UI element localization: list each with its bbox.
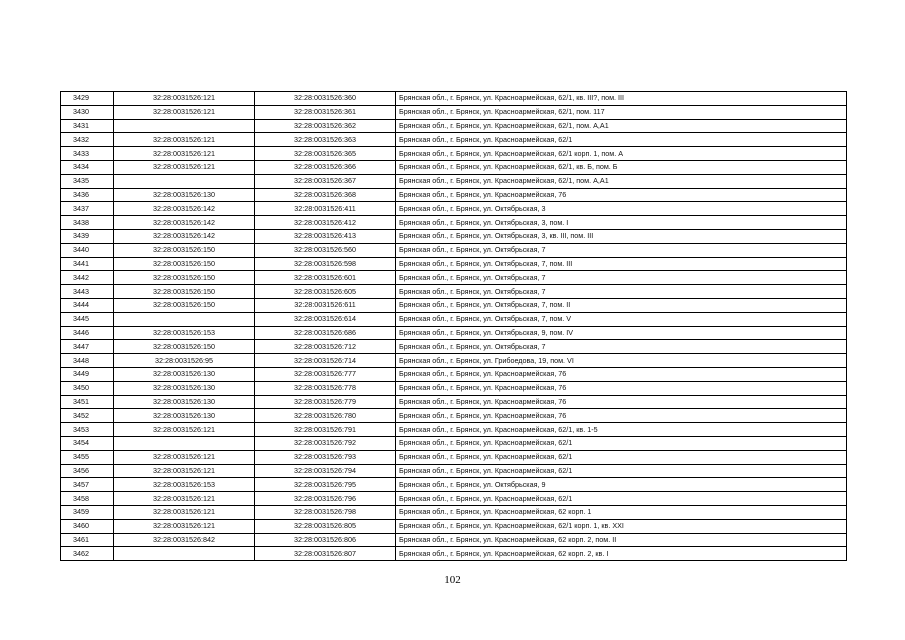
object-cadastral-number-cell: 32:28:0031526:614 xyxy=(255,312,396,326)
parcel-cadastral-number-cell: 32:28:0031526:95 xyxy=(114,354,255,368)
table-row xyxy=(61,533,847,547)
parcel-cadastral-number-cell: 32:28:0031526:121 xyxy=(114,147,255,161)
address-cell: Брянская обл., г. Брянск, ул. Красноармейская, 76 xyxy=(396,367,847,381)
object-cadastral-number-cell: 32:28:0031526:712 xyxy=(255,340,396,354)
object-cadastral-number-cell: 32:28:0031526:794 xyxy=(255,464,396,478)
table-row xyxy=(61,547,847,561)
object-cadastral-number-cell: 32:28:0031526:686 xyxy=(255,326,396,340)
parcel-cadastral-number-cell: 32:28:0031526:121 xyxy=(114,92,255,106)
parcel-cadastral-number-cell: 32:28:0031526:150 xyxy=(114,257,255,271)
address-cell: Брянская обл., г. Брянск, ул. Октябрьская, 3, кв. III, пом. III xyxy=(396,229,847,243)
table-row xyxy=(61,133,847,147)
table-row xyxy=(61,174,847,188)
parcel-cadastral-number-cell xyxy=(114,174,255,188)
table-row xyxy=(61,409,847,423)
parcel-cadastral-number-cell: 32:28:0031526:121 xyxy=(114,505,255,519)
address-cell: Брянская обл., г. Брянск, ул. Октябрьская, 9 xyxy=(396,478,847,492)
parcel-cadastral-number-cell: 32:28:0031526:130 xyxy=(114,409,255,423)
address-cell: Брянская обл., г. Брянск, ул. Октябрьская, 7, пом. II xyxy=(396,298,847,312)
address-cell: Брянская обл., г. Брянск, ул. Красноармейская, 62/1 xyxy=(396,464,847,478)
row-number-cell: 3435 xyxy=(61,174,114,188)
row-number-cell: 3430 xyxy=(61,105,114,119)
object-cadastral-number-cell: 32:28:0031526:791 xyxy=(255,423,396,437)
address-cell: Брянская обл., г. Брянск, ул. Октябрьская, 7 xyxy=(396,285,847,299)
address-cell: Брянская обл., г. Брянск, ул. Красноармейская, 62/1, кв. III?, пом. III xyxy=(396,92,847,106)
table-row xyxy=(61,229,847,243)
address-cell: Брянская обл., г. Брянск, ул. Октябрьская, 7 xyxy=(396,243,847,257)
row-number-cell: 3462 xyxy=(61,547,114,561)
parcel-cadastral-number-cell: 32:28:0031526:150 xyxy=(114,298,255,312)
row-number-cell: 3455 xyxy=(61,450,114,464)
table-row xyxy=(61,160,847,174)
table-row xyxy=(61,243,847,257)
row-number-cell: 3440 xyxy=(61,243,114,257)
row-number-cell: 3448 xyxy=(61,354,114,368)
object-cadastral-number-cell: 32:28:0031526:780 xyxy=(255,409,396,423)
table-row xyxy=(61,436,847,450)
row-number-cell: 3458 xyxy=(61,492,114,506)
object-cadastral-number-cell: 32:28:0031526:807 xyxy=(255,547,396,561)
parcel-cadastral-number-cell: 32:28:0031526:130 xyxy=(114,395,255,409)
object-cadastral-number-cell: 32:28:0031526:793 xyxy=(255,450,396,464)
address-cell: Брянская обл., г. Брянск, ул. Красноармейская, 62/1 корп. 1, кв. XXI xyxy=(396,519,847,533)
table-row xyxy=(61,519,847,533)
address-cell: Брянская обл., г. Брянск, ул. Красноармейская, 62/1, кв. 1-5 xyxy=(396,423,847,437)
parcel-cadastral-number-cell: 32:28:0031526:130 xyxy=(114,381,255,395)
object-cadastral-number-cell: 32:28:0031526:601 xyxy=(255,271,396,285)
object-cadastral-number-cell: 32:28:0031526:779 xyxy=(255,395,396,409)
object-cadastral-number-cell: 32:28:0031526:598 xyxy=(255,257,396,271)
parcel-cadastral-number-cell: 32:28:0031526:121 xyxy=(114,423,255,437)
parcel-cadastral-number-cell: 32:28:0031526:142 xyxy=(114,229,255,243)
object-cadastral-number-cell: 32:28:0031526:363 xyxy=(255,133,396,147)
table-row xyxy=(61,464,847,478)
row-number-cell: 3437 xyxy=(61,202,114,216)
address-cell: Брянская обл., г. Брянск, ул. Октябрьская, 7 xyxy=(396,340,847,354)
table-row xyxy=(61,395,847,409)
row-number-cell: 3453 xyxy=(61,423,114,437)
parcel-cadastral-number-cell: 32:28:0031526:142 xyxy=(114,202,255,216)
object-cadastral-number-cell: 32:28:0031526:605 xyxy=(255,285,396,299)
row-number-cell: 3445 xyxy=(61,312,114,326)
address-cell: Брянская обл., г. Брянск, ул. Красноармейская, 62/1 корп. 1, пом. А xyxy=(396,147,847,161)
object-cadastral-number-cell: 32:28:0031526:366 xyxy=(255,160,396,174)
object-cadastral-number-cell: 32:28:0031526:795 xyxy=(255,478,396,492)
table-row xyxy=(61,147,847,161)
table-row xyxy=(61,285,847,299)
row-number-cell: 3433 xyxy=(61,147,114,161)
parcel-cadastral-number-cell: 32:28:0031526:121 xyxy=(114,133,255,147)
parcel-cadastral-number-cell: 32:28:0031526:121 xyxy=(114,464,255,478)
address-cell: Брянская обл., г. Брянск, ул. Красноармейская, 62/1 xyxy=(396,133,847,147)
row-number-cell: 3457 xyxy=(61,478,114,492)
object-cadastral-number-cell: 32:28:0031526:365 xyxy=(255,147,396,161)
address-cell: Брянская обл., г. Брянск, ул. Красноармейская, 62/1 xyxy=(396,436,847,450)
object-cadastral-number-cell: 32:28:0031526:560 xyxy=(255,243,396,257)
parcel-cadastral-number-cell xyxy=(114,547,255,561)
object-cadastral-number-cell: 32:28:0031526:796 xyxy=(255,492,396,506)
address-cell: Брянская обл., г. Брянск, ул. Красноармейская, 62/1 xyxy=(396,450,847,464)
address-cell: Брянская обл., г. Брянск, ул. Красноармейская, 62 корп. 2, кв. I xyxy=(396,547,847,561)
page-number: 102 xyxy=(444,574,461,586)
object-cadastral-number-cell: 32:28:0031526:411 xyxy=(255,202,396,216)
object-cadastral-number-cell: 32:28:0031526:412 xyxy=(255,216,396,230)
row-number-cell: 3460 xyxy=(61,519,114,533)
parcel-cadastral-number-cell: 32:28:0031526:150 xyxy=(114,243,255,257)
table-row xyxy=(61,367,847,381)
parcel-cadastral-number-cell: 32:28:0031526:121 xyxy=(114,105,255,119)
object-cadastral-number-cell: 32:28:0031526:792 xyxy=(255,436,396,450)
row-number-cell: 3429 xyxy=(61,92,114,106)
table-row xyxy=(61,505,847,519)
row-number-cell: 3443 xyxy=(61,285,114,299)
address-cell: Брянская обл., г. Брянск, ул. Красноармейская, 62/1 xyxy=(396,492,847,506)
object-cadastral-number-cell: 32:28:0031526:360 xyxy=(255,92,396,106)
object-cadastral-number-cell: 32:28:0031526:777 xyxy=(255,367,396,381)
table-row xyxy=(61,119,847,133)
parcel-cadastral-number-cell xyxy=(114,312,255,326)
parcel-cadastral-number-cell: 32:28:0031526:121 xyxy=(114,160,255,174)
address-cell: Брянская обл., г. Брянск, ул. Красноармейская, 76 xyxy=(396,381,847,395)
address-cell: Брянская обл., г. Брянск, ул. Красноармейская, 62/1, пом. А,А1 xyxy=(396,174,847,188)
address-cell: Брянская обл., г. Брянск, ул. Октябрьская, 3, пом. I xyxy=(396,216,847,230)
parcel-cadastral-number-cell: 32:28:0031526:130 xyxy=(114,188,255,202)
row-number-cell: 3441 xyxy=(61,257,114,271)
table-row xyxy=(61,188,847,202)
parcel-cadastral-number-cell: 32:28:0031526:121 xyxy=(114,450,255,464)
parcel-cadastral-number-cell: 32:28:0031526:121 xyxy=(114,519,255,533)
row-number-cell: 3434 xyxy=(61,160,114,174)
table-row xyxy=(61,478,847,492)
address-cell: Брянская обл., г. Брянск, ул. Красноармейская, 76 xyxy=(396,188,847,202)
row-number-cell: 3461 xyxy=(61,533,114,547)
parcel-cadastral-number-cell: 32:28:0031526:842 xyxy=(114,533,255,547)
table-row xyxy=(61,257,847,271)
row-number-cell: 3442 xyxy=(61,271,114,285)
address-cell: Брянская обл., г. Брянск, ул. Красноармейская, 76 xyxy=(396,409,847,423)
table-row xyxy=(61,423,847,437)
row-number-cell: 3451 xyxy=(61,395,114,409)
address-cell: Брянская обл., г. Брянск, ул. Красноармейская, 62/1, кв. Б, пом. Б xyxy=(396,160,847,174)
address-cell: Брянская обл., г. Брянск, ул. Октябрьская, 9, пом. IV xyxy=(396,326,847,340)
object-cadastral-number-cell: 32:28:0031526:805 xyxy=(255,519,396,533)
table-row xyxy=(61,216,847,230)
parcel-cadastral-number-cell: 32:28:0031526:150 xyxy=(114,271,255,285)
row-number-cell: 3449 xyxy=(61,367,114,381)
parcel-cadastral-number-cell xyxy=(114,436,255,450)
row-number-cell: 3452 xyxy=(61,409,114,423)
parcel-cadastral-number-cell: 32:28:0031526:142 xyxy=(114,216,255,230)
parcel-cadastral-number-cell: 32:28:0031526:153 xyxy=(114,326,255,340)
row-number-cell: 3444 xyxy=(61,298,114,312)
parcel-cadastral-number-cell: 32:28:0031526:153 xyxy=(114,478,255,492)
table-row xyxy=(61,450,847,464)
address-cell: Брянская обл., г. Брянск, ул. Октябрьская, 7, пом. III xyxy=(396,257,847,271)
address-cell: Брянская обл., г. Брянск, ул. Красноармейская, 62 корп. 1 xyxy=(396,505,847,519)
table-row xyxy=(61,312,847,326)
address-cell: Брянская обл., г. Брянск, ул. Октябрьская, 3 xyxy=(396,202,847,216)
object-cadastral-number-cell: 32:28:0031526:806 xyxy=(255,533,396,547)
table-row xyxy=(61,202,847,216)
object-cadastral-number-cell: 32:28:0031526:798 xyxy=(255,505,396,519)
address-cell: Брянская обл., г. Брянск, ул. Октябрьская, 7 xyxy=(396,271,847,285)
object-cadastral-number-cell: 32:28:0031526:413 xyxy=(255,229,396,243)
table-row xyxy=(61,492,847,506)
address-cell: Брянская обл., г. Брянск, ул. Красноармейская, 62/1, пом. 117 xyxy=(396,105,847,119)
row-number-cell: 3456 xyxy=(61,464,114,478)
row-number-cell: 3447 xyxy=(61,340,114,354)
row-number-cell: 3450 xyxy=(61,381,114,395)
row-number-cell: 3431 xyxy=(61,119,114,133)
property-table xyxy=(60,91,847,561)
row-number-cell: 3459 xyxy=(61,505,114,519)
row-number-cell: 3439 xyxy=(61,229,114,243)
row-number-cell: 3454 xyxy=(61,436,114,450)
object-cadastral-number-cell: 32:28:0031526:362 xyxy=(255,119,396,133)
address-cell: Брянская обл., г. Брянск, ул. Красноармейская, 62 корп. 2, пом. II xyxy=(396,533,847,547)
table-row xyxy=(61,105,847,119)
property-table-body xyxy=(61,92,847,561)
address-cell: Брянская обл., г. Брянск, ул. Грибоедова, 19, пом. VI xyxy=(396,354,847,368)
row-number-cell: 3436 xyxy=(61,188,114,202)
address-cell: Брянская обл., г. Брянск, ул. Красноармейская, 76 xyxy=(396,395,847,409)
row-number-cell: 3432 xyxy=(61,133,114,147)
object-cadastral-number-cell: 32:28:0031526:367 xyxy=(255,174,396,188)
object-cadastral-number-cell: 32:28:0031526:611 xyxy=(255,298,396,312)
table-row xyxy=(61,92,847,106)
table-row xyxy=(61,271,847,285)
address-cell: Брянская обл., г. Брянск, ул. Красноармейская, 62/1, пом. А,А1 xyxy=(396,119,847,133)
object-cadastral-number-cell: 32:28:0031526:368 xyxy=(255,188,396,202)
table-row xyxy=(61,340,847,354)
parcel-cadastral-number-cell: 32:28:0031526:150 xyxy=(114,340,255,354)
table-row xyxy=(61,298,847,312)
table-row xyxy=(61,326,847,340)
object-cadastral-number-cell: 32:28:0031526:361 xyxy=(255,105,396,119)
parcel-cadastral-number-cell: 32:28:0031526:121 xyxy=(114,492,255,506)
table-row xyxy=(61,354,847,368)
parcel-cadastral-number-cell: 32:28:0031526:150 xyxy=(114,285,255,299)
parcel-cadastral-number-cell: 32:28:0031526:130 xyxy=(114,367,255,381)
row-number-cell: 3438 xyxy=(61,216,114,230)
address-cell: Брянская обл., г. Брянск, ул. Октябрьская, 7, пом. V xyxy=(396,312,847,326)
parcel-cadastral-number-cell xyxy=(114,119,255,133)
row-number-cell: 3446 xyxy=(61,326,114,340)
object-cadastral-number-cell: 32:28:0031526:778 xyxy=(255,381,396,395)
object-cadastral-number-cell: 32:28:0031526:714 xyxy=(255,354,396,368)
table-row xyxy=(61,381,847,395)
